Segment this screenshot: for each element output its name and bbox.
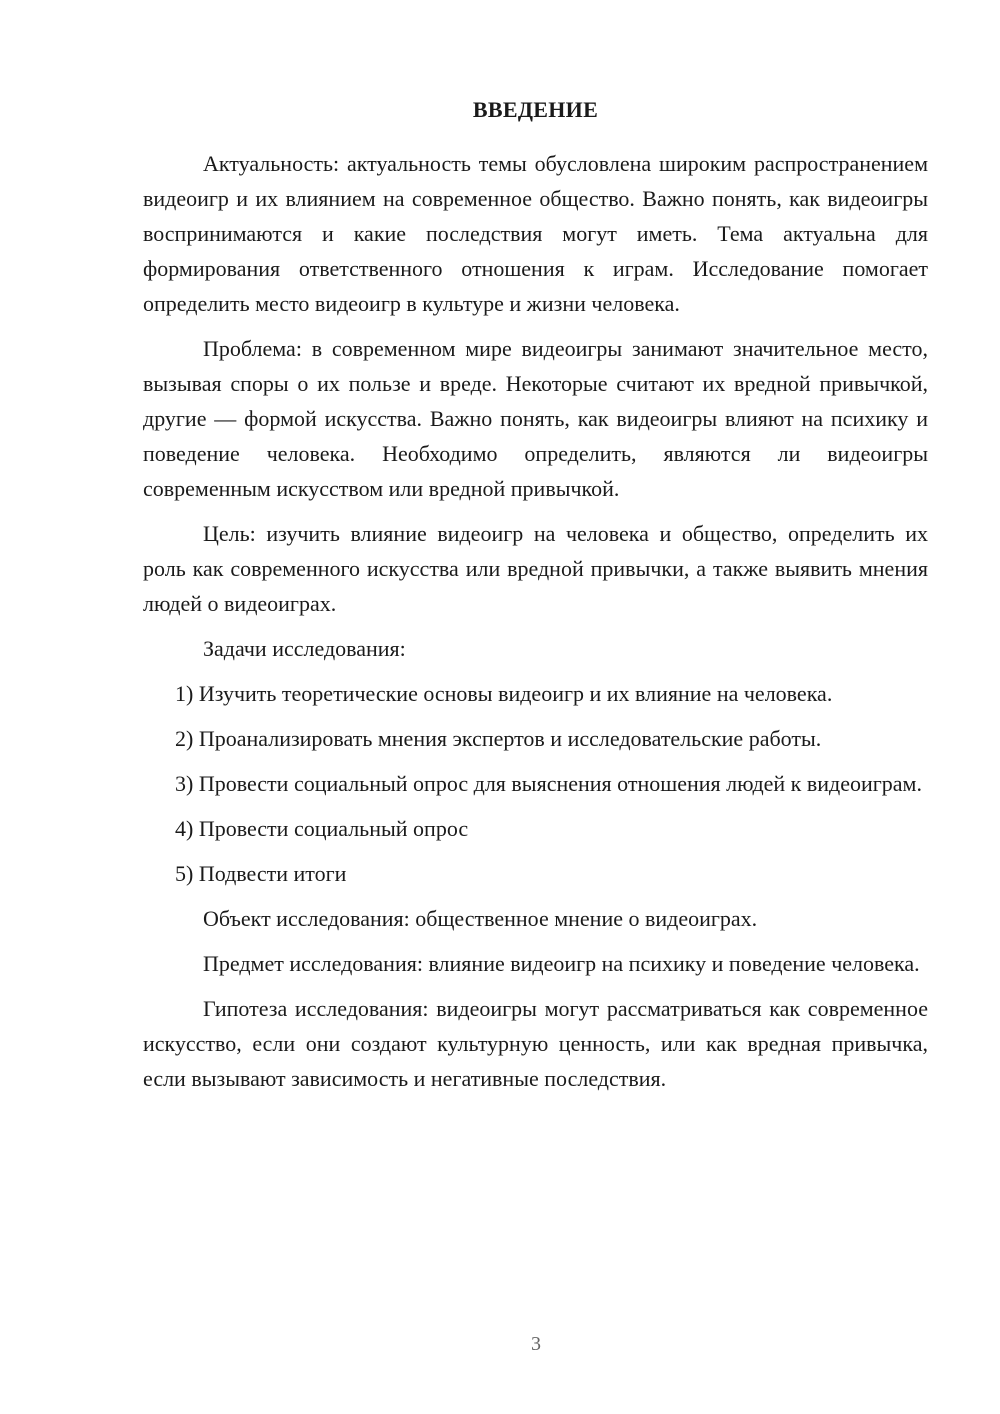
paragraph-subject: Предмет исследования: влияние видеоигр на психику и поведение человека. bbox=[203, 951, 920, 976]
paragraph-hypothesis: Гипотеза исследования: видеоигры могут рассматриваться как современное искусство, если они создают культурную ценность, или как вредная привычка, если вызывают зависимость и негативные последствия. bbox=[143, 996, 928, 1091]
document-page bbox=[143, 92, 928, 1106]
task-item-2: 2) Проанализировать мнения экспертов и исследовательские работы. bbox=[175, 726, 822, 751]
section-title: ВВЕДЕНИЕ bbox=[472, 97, 599, 122]
paragraph-object: Объект исследования: общественное мнение о видеоиграх. bbox=[203, 906, 758, 931]
paragraph-goal: Цель: изучить влияние видеоигр на человека и общество, определить их роль как современного искусства или вредной привычки, а также выявить мнения людей о видеоиграх. bbox=[143, 521, 928, 616]
task-item-1: 1) Изучить теоретические основы видеоигр и их влияние на человека. bbox=[175, 681, 833, 706]
paragraph-problem: Проблема: в современном мире видеоигры занимают значительное место, вызывая споры о их пользе и вреде. Некоторые считают их вредной привычкой, другие — формой искусства. Важно понять, как видеоигры влияют на психику и поведение человека. Необходимо определить, являются ли видеоигры современным искусством или вредной привычкой. bbox=[143, 336, 928, 501]
task-item-3: 3) Провести социальный опрос для выяснения отношения людей к видеоиграм. bbox=[175, 771, 922, 796]
task-item-5: 5) Подвести итоги bbox=[175, 861, 347, 886]
page-number: 3 bbox=[531, 1333, 541, 1355]
paragraph-tasks-heading: Задачи исследования: bbox=[203, 636, 406, 661]
paragraph-relevance: Актуальность: актуальность темы обусловлена широким распространением видеоигр и их влиянием на современное общество. Важно понять, как видеоигры воспринимаются и какие последствия могут иметь. Тема актуальна для формирования ответственного отношения к играм. Исследование помогает определить место видеоигр в культуре и жизни человека. bbox=[143, 151, 928, 316]
task-item-4: 4) Провести социальный опрос bbox=[175, 816, 469, 841]
